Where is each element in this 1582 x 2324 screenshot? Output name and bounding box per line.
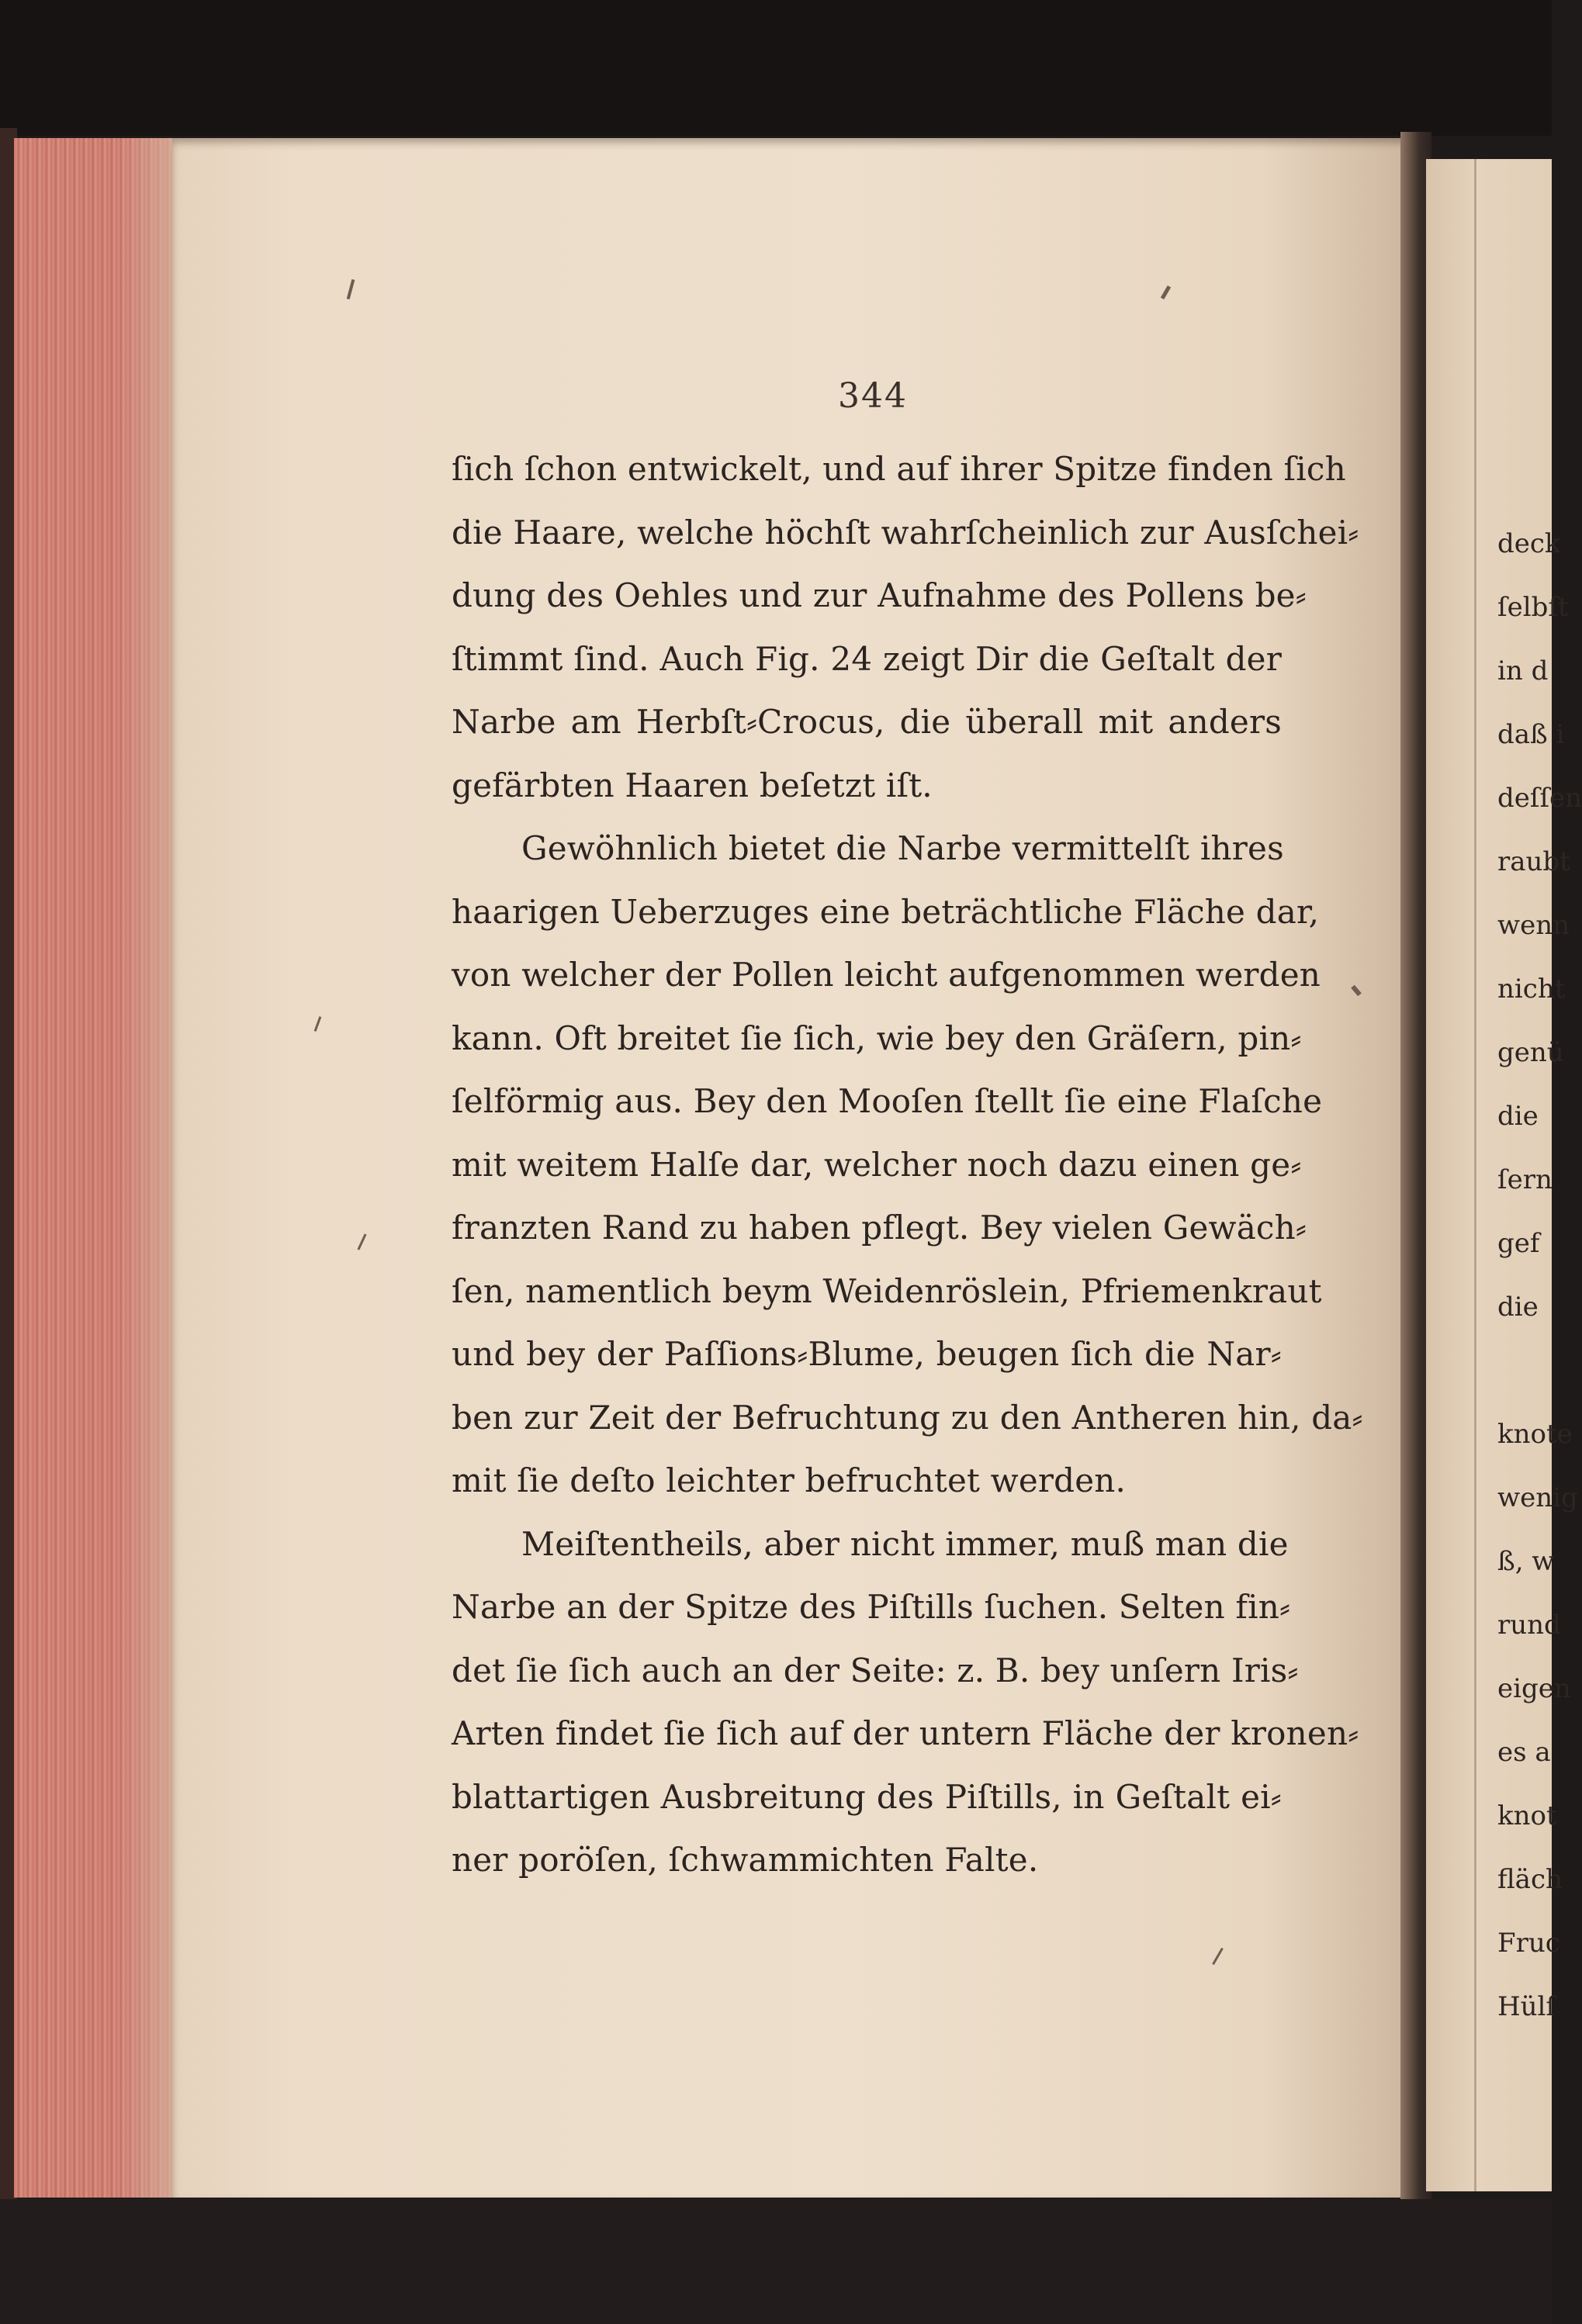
right-page-fragment: deſſen bbox=[1497, 783, 1582, 814]
text-line: haarigen Ueberzuges eine beträchtliche Fläche dar, bbox=[452, 892, 1320, 931]
right-page-fragment: knot bbox=[1497, 1800, 1557, 1831]
text-line: Narbe am Herbſt⸗Crocus, die überall mit anders bbox=[452, 703, 1282, 741]
text-line: ſtimmt ſind. Auch Fig. 24 zeigt Dir die Geſtalt der bbox=[452, 639, 1282, 678]
right-page-fragment: deck bbox=[1497, 528, 1561, 559]
right-page-text-fragments bbox=[1497, 512, 1582, 2039]
right-page-fragment: die bbox=[1497, 1101, 1539, 1132]
right-page-fragment: ſern bbox=[1497, 1164, 1553, 1195]
right-page-fragment: Fruc bbox=[1497, 1928, 1560, 1959]
right-page-fragment: nicht bbox=[1497, 974, 1566, 1005]
text-line: mit ſie deſto leichter befruchtet werden. bbox=[452, 1461, 1127, 1499]
right-page-fold bbox=[1474, 159, 1476, 2191]
text-line: die Haare, welche höchſt wahrſcheinlich zur Ausſchei⸗ bbox=[452, 513, 1359, 552]
text-line: ſich ſchon entwickelt, und auf ihrer Spitze finden ſich bbox=[452, 450, 1346, 488]
text-line: kann. Oft breitet ſie ſich, wie bey den Gräſern, pin⸗ bbox=[452, 1018, 1302, 1057]
text-line: ſen, namentlich beym Weidenröslein, Pfriemenkraut bbox=[452, 1271, 1322, 1310]
text-line: von welcher der Pollen leicht aufgenommen werden bbox=[452, 956, 1321, 994]
page-number: 344 bbox=[838, 376, 908, 416]
text-line: Narbe an der Spitze des Piſtills ſuchen. Selten fin⸗ bbox=[452, 1588, 1291, 1626]
text-line: Gewöhnlich bietet die Narbe vermittelſt ihres bbox=[521, 829, 1284, 867]
text-line: ſelförmig aus. Bey den Mooſen ſtellt ſie eine Flaſche bbox=[452, 1082, 1323, 1120]
right-page-fragment: Hülſ bbox=[1497, 1991, 1556, 2022]
text-line: franzten Rand zu haben pflegt. Bey vielen Gewäch⸗ bbox=[452, 1209, 1307, 1247]
text-line: ben zur Zeit der Befruchtung zu den Antheren hin, da⸗ bbox=[452, 1398, 1363, 1437]
page-edges-fade bbox=[116, 138, 178, 2198]
text-line: mit weitem Halſe dar, welcher noch dazu einen ge⸗ bbox=[452, 1145, 1302, 1184]
right-page-fragment bbox=[1497, 1339, 1567, 1402]
right-page-fragment: genü bbox=[1497, 1037, 1564, 1068]
background-top bbox=[0, 0, 1552, 136]
text-line: Meiſtentheils, aber nicht immer, muß man die bbox=[521, 1524, 1289, 1563]
text-line: det ſie ſich auch an der Seite: z. B. bey unſern Iris⸗ bbox=[452, 1651, 1299, 1689]
text-line: und bey der Paſſions⸗Blume, beugen ſich die Nar⸗ bbox=[452, 1335, 1282, 1373]
right-page-fragment: es a bbox=[1497, 1737, 1551, 1768]
text-line: blattartigen Ausbreitung des Piſtills, in Geſtalt ei⸗ bbox=[452, 1777, 1282, 1816]
right-page-fragment: daß i bbox=[1497, 719, 1565, 750]
right-page-fragment: ſelbſt bbox=[1497, 592, 1569, 623]
background-bottom bbox=[0, 2199, 1552, 2324]
right-page-fragment: rund bbox=[1497, 1610, 1561, 1641]
text-line: ner poröſen, ſchwammichten Falte. bbox=[452, 1841, 1039, 1879]
right-page-fragment: in d bbox=[1497, 655, 1549, 686]
right-page-fragment: eigen bbox=[1497, 1673, 1571, 1704]
right-page-fragment: die bbox=[1497, 1292, 1539, 1323]
right-page-fragment: ß, w bbox=[1497, 1546, 1555, 1577]
right-page-fragment: wenn bbox=[1497, 910, 1570, 941]
right-page-fragment: gef bbox=[1497, 1228, 1540, 1259]
text-line: Arten findet ſie ſich auf der untern Fläche der kronen⸗ bbox=[452, 1714, 1359, 1752]
right-page-fragment: knote bbox=[1497, 1419, 1573, 1450]
text-line: dung des Oehles und zur Aufnahme des Pollens be⸗ bbox=[452, 576, 1307, 614]
right-page-fragment: fläch bbox=[1497, 1864, 1563, 1895]
right-page-fragment: wenig bbox=[1497, 1482, 1578, 1513]
right-page-fragment: raubt bbox=[1497, 846, 1570, 877]
text-line: gefärbten Haaren beſetzt iſt. bbox=[452, 766, 933, 804]
